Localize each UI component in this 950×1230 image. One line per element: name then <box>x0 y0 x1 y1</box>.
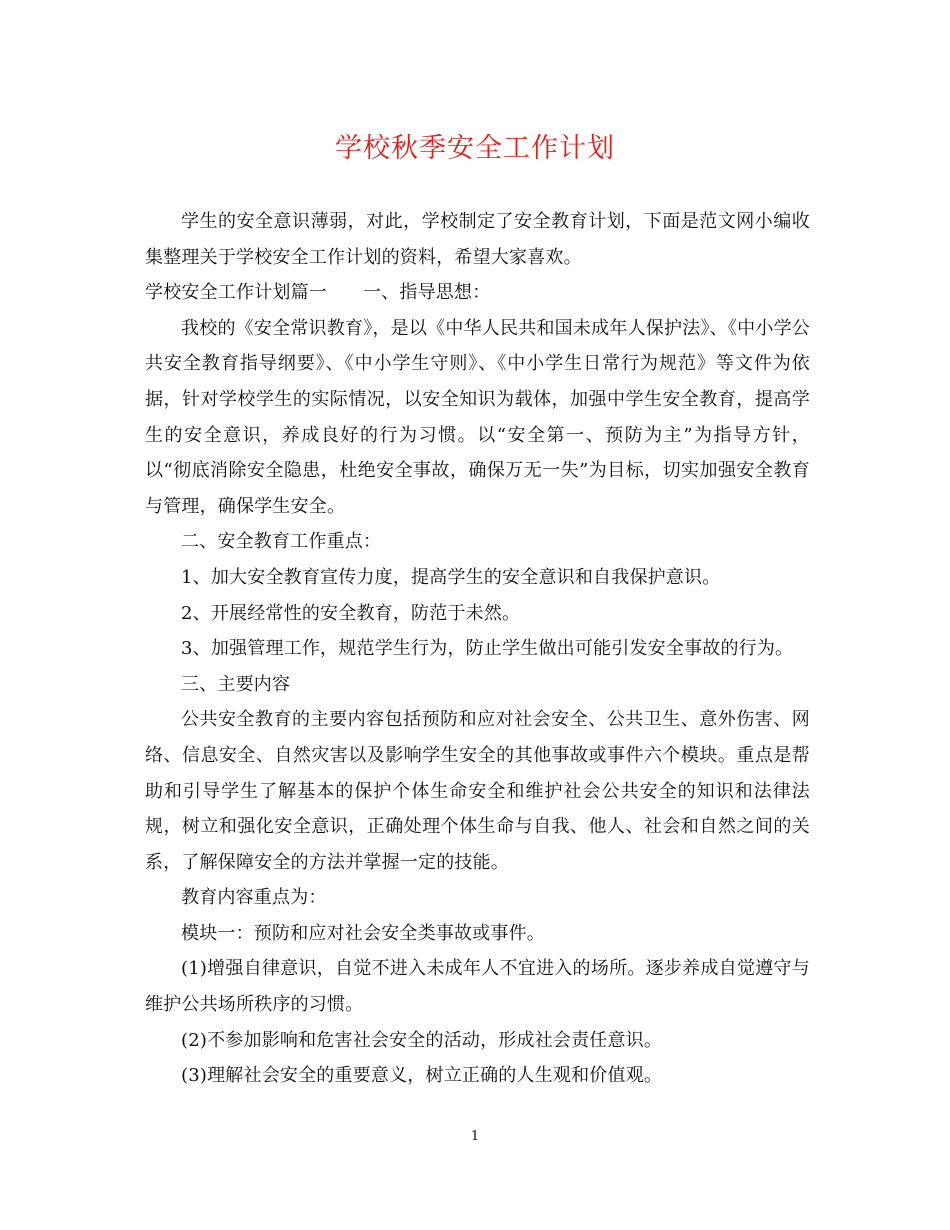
page-number: 1 <box>470 1129 480 1144</box>
section-heading-3: 三、主要内容 <box>181 673 291 695</box>
content-paragraph: 公共安全教育的主要内容包括预防和应对社会安全、公共卫生、意外伤害、网络、信息安全、自然灾害以及影响学生安全的其他事故或事件六个模块。重点是帮助和引导学生了解基本的保护个体生命安全和维护社会公共安全的知识和法律法规，树立和强化安全意识，正确处理个体生命与自我、他人、社会和自然之间的关系，了解保障安全的方法并掌握一定的技能。 <box>145 709 810 873</box>
document-title: 学校秋季安全工作计划 <box>335 133 615 164</box>
guiding-paragraph: 我校的《安全常识教育》，是以《中华人民共和国未成年人保护法》、《中小学公共安全教育指导纲要》、《中小学生守则》、《中小学生日常行为规范》等文件为依据，针对学校学生的实际情况，以安全知识为载体，加强中学生安全教育，提高学生的安全意识，养成良好的行为习惯。以“安全第一、预防为主”为指导方针，以“彻底消除安全隐患，杜绝安全事故，确保万无一失”为目标，切实加强安全教育与管理，确保学生安全。 <box>145 317 810 517</box>
module-1: 模块一：预防和应对社会安全类事故或事件。 <box>181 922 545 944</box>
point-2: 2、开展经常性的安全教育，防范于未然。 <box>181 602 521 624</box>
content-focus: 教育内容重点为： <box>181 887 327 909</box>
document-body <box>145 204 810 1094</box>
intro-paragraph: 学生的安全意识薄弱，对此，学校制定了安全教育计划，下面是范文网小编收集整理关于学校安全工作计划的资料，希望大家喜欢。 <box>145 211 810 268</box>
section-line <box>145 275 810 311</box>
point-3: 3、加强管理工作，规范学生行为，防止学生做出可能引发安全事故的行为。 <box>181 638 794 660</box>
item-3: (3)理解社会安全的重要意义，树立正确的人生观和价值观。 <box>181 1065 663 1087</box>
item-2: (2)不参加影响和危害社会安全的活动，形成社会责任意识。 <box>181 1029 663 1051</box>
section-label: 学校安全工作计划篇一 <box>145 282 327 304</box>
point-1: 1、加大安全教育宣传力度，提高学生的安全意识和自我保护意识。 <box>181 566 721 588</box>
section-heading-1: 一、指导思想： <box>363 282 491 304</box>
item-1: (1)增强自律意识，自觉不进入未成年人不宜进入的场所。逐步养成自觉遵守与维护公共场所秩序的习惯。 <box>145 958 810 1016</box>
section-heading-2: 二、安全教育工作重点： <box>181 531 382 553</box>
